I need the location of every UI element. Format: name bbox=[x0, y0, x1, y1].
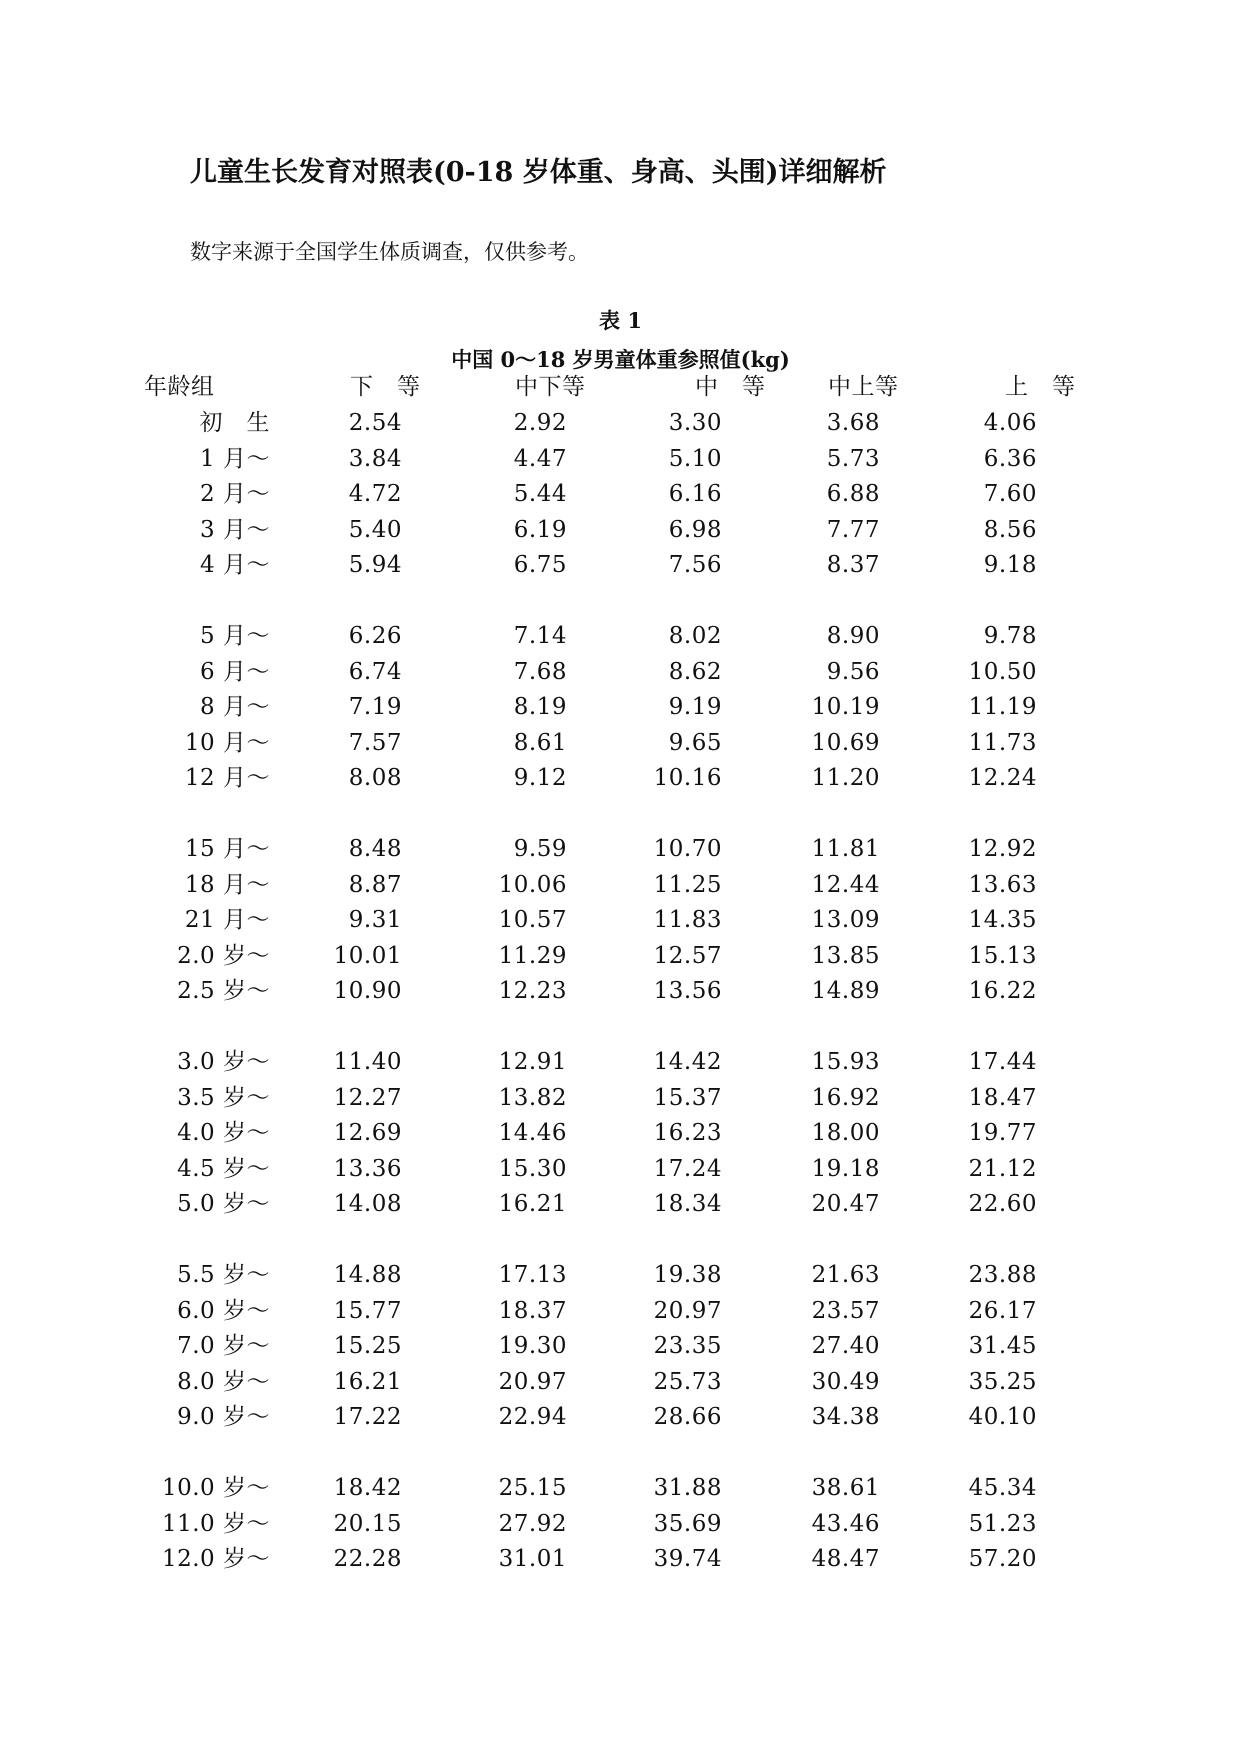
middle-cell: 25.73 bbox=[653, 1368, 722, 1395]
age-cell: 18 月～ bbox=[184, 871, 270, 898]
upper-middle-cell: 12.44 bbox=[811, 871, 880, 898]
upper-cell: 51.23 bbox=[968, 1510, 1037, 1537]
lower-cell: 12.27 bbox=[333, 1084, 402, 1111]
upper-cell: 15.13 bbox=[968, 942, 1037, 969]
table-row bbox=[0, 1329, 1241, 1365]
upper-middle-cell: 11.81 bbox=[811, 836, 880, 862]
age-cell: 7.0 岁～ bbox=[177, 1333, 270, 1359]
lower-cell: 15.77 bbox=[333, 1297, 402, 1324]
middle-cell: 7.56 bbox=[668, 552, 722, 578]
upper-cell: 40.10 bbox=[968, 1404, 1037, 1430]
middle-cell: 14.42 bbox=[653, 1049, 722, 1075]
upper-cell: 57.20 bbox=[968, 1546, 1037, 1572]
lower-cell: 2.54 bbox=[348, 410, 402, 436]
lower-middle-cell: 9.59 bbox=[513, 836, 567, 862]
age-cell: 5.5 岁～ bbox=[177, 1262, 270, 1288]
upper-cell: 11.19 bbox=[968, 694, 1037, 720]
lower-cell: 18.42 bbox=[333, 1475, 402, 1501]
age-cell: 3 月～ bbox=[200, 516, 270, 543]
table-row bbox=[0, 726, 1241, 762]
lower-middle-cell: 8.19 bbox=[513, 694, 567, 720]
header-upper-middle: 中上等 bbox=[828, 374, 899, 400]
middle-cell: 23.35 bbox=[653, 1333, 722, 1359]
table-row bbox=[0, 513, 1241, 549]
lower-cell: 3.84 bbox=[348, 445, 402, 472]
upper-middle-cell: 19.18 bbox=[811, 1155, 880, 1182]
upper-middle-cell: 27.40 bbox=[811, 1333, 880, 1359]
upper-middle-cell: 23.57 bbox=[811, 1297, 880, 1324]
lower-cell: 8.08 bbox=[348, 765, 402, 791]
table-row bbox=[0, 477, 1241, 513]
upper-middle-cell: 10.69 bbox=[811, 729, 880, 756]
lower-middle-cell: 25.15 bbox=[498, 1475, 567, 1501]
age-cell: 12 月～ bbox=[184, 765, 270, 791]
upper-cell: 10.50 bbox=[968, 658, 1037, 685]
lower-middle-cell: 2.92 bbox=[513, 410, 567, 436]
middle-cell: 12.57 bbox=[653, 942, 722, 969]
table-row bbox=[0, 1365, 1241, 1401]
table-header-row bbox=[0, 370, 1241, 406]
lower-cell: 5.94 bbox=[348, 552, 402, 578]
middle-cell: 17.24 bbox=[653, 1155, 722, 1182]
upper-middle-cell: 11.20 bbox=[811, 765, 880, 791]
upper-cell: 26.17 bbox=[968, 1297, 1037, 1324]
header-lower-middle: 中下等 bbox=[515, 374, 586, 400]
age-cell: 12.0 岁～ bbox=[161, 1546, 270, 1572]
group-spacer bbox=[0, 1223, 1241, 1259]
table-row bbox=[0, 406, 1241, 442]
upper-cell: 31.45 bbox=[968, 1333, 1037, 1359]
middle-cell: 13.56 bbox=[653, 978, 722, 1004]
table-row bbox=[0, 1081, 1241, 1117]
lower-cell: 10.90 bbox=[333, 978, 402, 1004]
lower-cell: 11.40 bbox=[333, 1049, 402, 1075]
age-cell: 4.0 岁～ bbox=[177, 1120, 270, 1146]
middle-cell: 10.16 bbox=[653, 765, 722, 791]
middle-cell: 8.02 bbox=[668, 623, 722, 649]
table-row bbox=[0, 1507, 1241, 1543]
upper-cell: 21.12 bbox=[968, 1155, 1037, 1182]
middle-cell: 11.83 bbox=[653, 907, 722, 933]
upper-cell: 4.06 bbox=[983, 410, 1037, 436]
age-cell: 10.0 岁～ bbox=[161, 1475, 270, 1501]
upper-cell: 45.34 bbox=[968, 1475, 1037, 1501]
lower-cell: 6.74 bbox=[348, 658, 402, 685]
lower-cell: 17.22 bbox=[333, 1404, 402, 1430]
lower-middle-cell: 19.30 bbox=[498, 1333, 567, 1359]
header-age-group: 年龄组 bbox=[144, 374, 215, 400]
middle-cell: 6.98 bbox=[668, 516, 722, 543]
middle-cell: 3.30 bbox=[668, 410, 722, 436]
table-body bbox=[0, 406, 1241, 1578]
upper-middle-cell: 15.93 bbox=[811, 1049, 880, 1075]
upper-middle-cell: 21.63 bbox=[811, 1262, 880, 1288]
upper-cell: 35.25 bbox=[968, 1368, 1037, 1395]
age-cell: 5 月～ bbox=[200, 623, 270, 649]
lower-middle-cell: 8.61 bbox=[513, 729, 567, 756]
lower-middle-cell: 4.47 bbox=[513, 445, 567, 472]
age-cell: 6 月～ bbox=[200, 658, 270, 685]
age-cell: 5.0 岁～ bbox=[177, 1191, 270, 1217]
lower-middle-cell: 7.68 bbox=[513, 658, 567, 685]
middle-cell: 10.70 bbox=[653, 836, 722, 862]
age-cell: 2.5 岁～ bbox=[177, 978, 270, 1004]
lower-middle-cell: 22.94 bbox=[498, 1404, 567, 1430]
age-cell: 15 月～ bbox=[184, 836, 270, 862]
lower-middle-cell: 15.30 bbox=[498, 1155, 567, 1182]
table-row bbox=[0, 655, 1241, 691]
age-cell: 21 月～ bbox=[184, 907, 270, 933]
middle-cell: 16.23 bbox=[653, 1120, 722, 1146]
weight-reference-table bbox=[0, 370, 1241, 1578]
upper-middle-cell: 18.00 bbox=[811, 1120, 880, 1146]
upper-cell: 18.47 bbox=[968, 1084, 1037, 1111]
age-cell: 2 月～ bbox=[200, 481, 270, 507]
table-row bbox=[0, 939, 1241, 975]
table-row bbox=[0, 832, 1241, 868]
upper-cell: 9.78 bbox=[983, 623, 1037, 649]
upper-cell: 16.22 bbox=[968, 978, 1037, 1004]
upper-cell: 22.60 bbox=[968, 1191, 1037, 1217]
upper-cell: 13.63 bbox=[968, 871, 1037, 898]
middle-cell: 39.74 bbox=[653, 1546, 722, 1572]
table-label: 表 1 bbox=[599, 308, 642, 333]
age-cell: 初 生 bbox=[199, 410, 270, 436]
upper-cell: 14.35 bbox=[968, 907, 1037, 933]
table-row bbox=[0, 1045, 1241, 1081]
group-spacer bbox=[0, 1010, 1241, 1046]
table-row bbox=[0, 1471, 1241, 1507]
table-row bbox=[0, 690, 1241, 726]
upper-middle-cell: 30.49 bbox=[811, 1368, 880, 1395]
lower-middle-cell: 5.44 bbox=[513, 481, 567, 507]
lower-cell: 8.87 bbox=[348, 871, 402, 898]
lower-cell: 8.48 bbox=[348, 836, 402, 862]
upper-middle-cell: 20.47 bbox=[811, 1191, 880, 1217]
lower-middle-cell: 20.97 bbox=[498, 1368, 567, 1395]
upper-middle-cell: 6.88 bbox=[826, 481, 880, 507]
age-cell: 3.5 岁～ bbox=[177, 1084, 270, 1111]
upper-cell: 6.36 bbox=[983, 445, 1037, 472]
lower-middle-cell: 14.46 bbox=[498, 1120, 567, 1146]
lower-cell: 12.69 bbox=[333, 1120, 402, 1146]
age-cell: 4.5 岁～ bbox=[177, 1155, 270, 1182]
source-note: 数字来源于全国学生体质调查，仅供参考。 bbox=[190, 240, 589, 264]
lower-middle-cell: 18.37 bbox=[498, 1297, 567, 1324]
table-row bbox=[0, 1542, 1241, 1578]
upper-middle-cell: 14.89 bbox=[811, 978, 880, 1004]
lower-middle-cell: 13.82 bbox=[498, 1084, 567, 1111]
middle-cell: 15.37 bbox=[653, 1084, 722, 1111]
middle-cell: 9.65 bbox=[668, 729, 722, 756]
upper-middle-cell: 7.77 bbox=[826, 516, 880, 543]
lower-cell: 16.21 bbox=[333, 1368, 402, 1395]
lower-middle-cell: 10.06 bbox=[498, 871, 567, 898]
lower-middle-cell: 9.12 bbox=[513, 765, 567, 791]
upper-cell: 17.44 bbox=[968, 1049, 1037, 1075]
upper-cell: 9.18 bbox=[983, 552, 1037, 578]
age-cell: 11.0 岁～ bbox=[161, 1510, 270, 1537]
middle-cell: 31.88 bbox=[653, 1475, 722, 1501]
upper-middle-cell: 38.61 bbox=[811, 1475, 880, 1501]
age-cell: 1 月～ bbox=[200, 445, 270, 472]
lower-middle-cell: 12.91 bbox=[498, 1049, 567, 1075]
lower-cell: 5.40 bbox=[348, 516, 402, 543]
lower-middle-cell: 31.01 bbox=[498, 1546, 567, 1572]
table-row bbox=[0, 868, 1241, 904]
lower-cell: 4.72 bbox=[348, 481, 402, 507]
table-caption: 中国 0～18 岁男童体重参照值(kg) bbox=[451, 347, 790, 372]
lower-middle-cell: 16.21 bbox=[498, 1191, 567, 1217]
table-row bbox=[0, 974, 1241, 1010]
lower-cell: 15.25 bbox=[333, 1333, 402, 1359]
age-cell: 9.0 岁～ bbox=[177, 1404, 270, 1430]
group-spacer bbox=[0, 797, 1241, 833]
upper-middle-cell: 5.73 bbox=[826, 445, 880, 472]
age-cell: 6.0 岁～ bbox=[177, 1297, 270, 1324]
middle-cell: 28.66 bbox=[653, 1404, 722, 1430]
table-row bbox=[0, 1258, 1241, 1294]
upper-cell: 8.56 bbox=[983, 516, 1037, 543]
upper-cell: 12.24 bbox=[968, 765, 1037, 791]
upper-middle-cell: 34.38 bbox=[811, 1404, 880, 1430]
table-row bbox=[0, 1116, 1241, 1152]
age-cell: 3.0 岁～ bbox=[177, 1049, 270, 1075]
upper-middle-cell: 16.92 bbox=[811, 1084, 880, 1111]
upper-cell: 11.73 bbox=[968, 729, 1037, 756]
lower-cell: 13.36 bbox=[333, 1155, 402, 1182]
lower-middle-cell: 10.57 bbox=[498, 907, 567, 933]
middle-cell: 11.25 bbox=[653, 871, 722, 898]
upper-middle-cell: 10.19 bbox=[811, 694, 880, 720]
lower-cell: 10.01 bbox=[333, 942, 402, 969]
table-row bbox=[0, 1187, 1241, 1223]
upper-cell: 23.88 bbox=[968, 1262, 1037, 1288]
lower-cell: 7.57 bbox=[348, 729, 402, 756]
lower-middle-cell: 17.13 bbox=[498, 1262, 567, 1288]
age-cell: 10 月～ bbox=[184, 729, 270, 756]
upper-middle-cell: 8.90 bbox=[826, 623, 880, 649]
lower-cell: 14.88 bbox=[333, 1262, 402, 1288]
upper-cell: 7.60 bbox=[983, 481, 1037, 507]
upper-middle-cell: 43.46 bbox=[811, 1510, 880, 1537]
table-row bbox=[0, 1400, 1241, 1436]
age-cell: 4 月～ bbox=[200, 552, 270, 578]
middle-cell: 8.62 bbox=[668, 658, 722, 685]
lower-cell: 22.28 bbox=[333, 1546, 402, 1572]
age-cell: 8.0 岁～ bbox=[177, 1368, 270, 1395]
table-row bbox=[0, 619, 1241, 655]
lower-middle-cell: 6.75 bbox=[513, 552, 567, 578]
middle-cell: 20.97 bbox=[653, 1297, 722, 1324]
age-cell: 8 月～ bbox=[200, 694, 270, 720]
group-spacer bbox=[0, 584, 1241, 620]
header-middle: 中 等 bbox=[695, 374, 766, 400]
upper-middle-cell: 3.68 bbox=[826, 410, 880, 436]
table-row bbox=[0, 761, 1241, 797]
group-spacer bbox=[0, 1436, 1241, 1472]
age-cell: 2.0 岁～ bbox=[177, 942, 270, 969]
upper-middle-cell: 48.47 bbox=[811, 1546, 880, 1572]
middle-cell: 5.10 bbox=[668, 445, 722, 472]
header-upper: 上 等 bbox=[1005, 374, 1076, 400]
upper-middle-cell: 13.09 bbox=[811, 907, 880, 933]
lower-cell: 20.15 bbox=[333, 1510, 402, 1537]
lower-cell: 7.19 bbox=[348, 694, 402, 720]
middle-cell: 6.16 bbox=[668, 481, 722, 507]
lower-cell: 6.26 bbox=[348, 623, 402, 649]
table-row bbox=[0, 1294, 1241, 1330]
upper-cell: 19.77 bbox=[968, 1120, 1037, 1146]
lower-middle-cell: 12.23 bbox=[498, 978, 567, 1004]
upper-middle-cell: 8.37 bbox=[826, 552, 880, 578]
middle-cell: 9.19 bbox=[668, 694, 722, 720]
table-row bbox=[0, 548, 1241, 584]
lower-middle-cell: 6.19 bbox=[513, 516, 567, 543]
upper-middle-cell: 9.56 bbox=[826, 658, 880, 685]
lower-cell: 14.08 bbox=[333, 1191, 402, 1217]
upper-cell: 12.92 bbox=[968, 836, 1037, 862]
table-row bbox=[0, 903, 1241, 939]
lower-middle-cell: 27.92 bbox=[498, 1510, 567, 1537]
middle-cell: 18.34 bbox=[653, 1191, 722, 1217]
lower-cell: 9.31 bbox=[348, 907, 402, 933]
middle-cell: 35.69 bbox=[653, 1510, 722, 1537]
page-title: 儿童生长发育对照表(0-18 岁体重、身高、头围)详细解析 bbox=[190, 157, 887, 188]
lower-middle-cell: 11.29 bbox=[498, 942, 567, 969]
table-row bbox=[0, 1152, 1241, 1188]
middle-cell: 19.38 bbox=[653, 1262, 722, 1288]
upper-middle-cell: 13.85 bbox=[811, 942, 880, 969]
table-row bbox=[0, 442, 1241, 478]
lower-middle-cell: 7.14 bbox=[513, 623, 567, 649]
header-lower: 下 等 bbox=[350, 374, 421, 400]
